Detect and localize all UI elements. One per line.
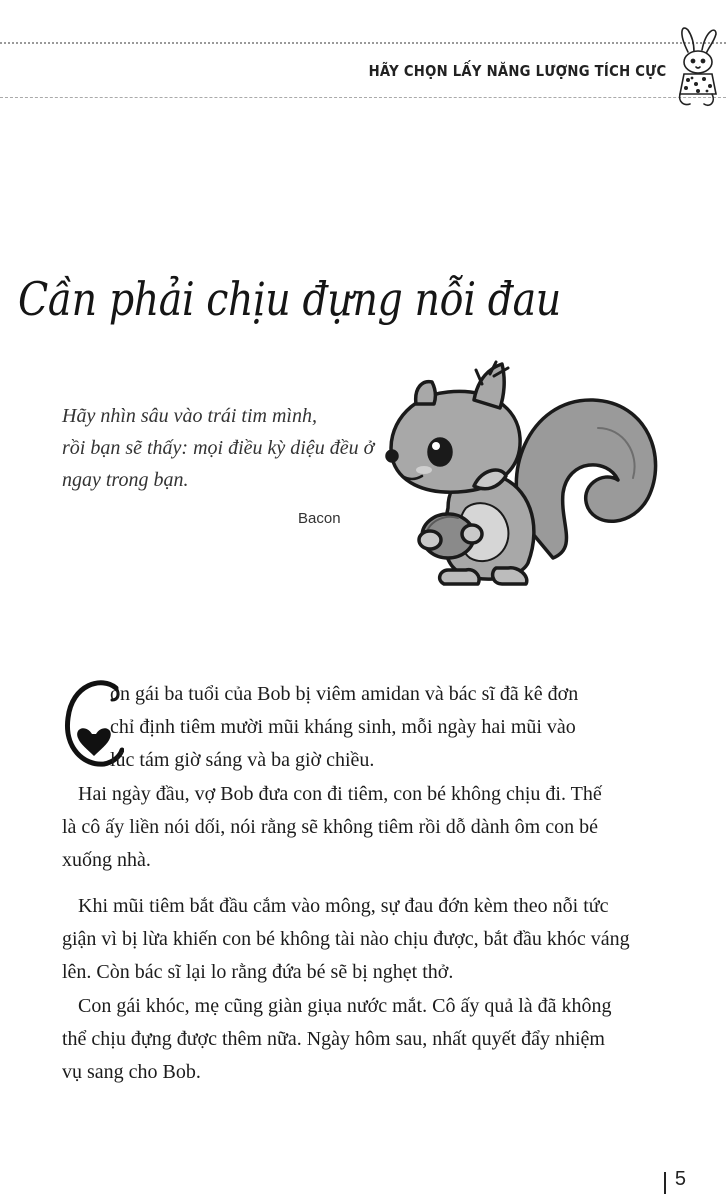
paragraph-2 [62,778,682,877]
quote-line: ngay trong bạn. [62,469,189,491]
text-line: vụ sang cho Bob. [62,1061,201,1083]
bunny-mascot-illustration [668,22,726,112]
text-line: giận vì bị lừa khiến con bé không tài nào chịu được, bắt đầu khóc váng [62,928,630,950]
text-line: Con gái khóc, mẹ cũng giàn giụa nước mắt. Cô ấy quả là đã không [78,995,612,1017]
paragraph-4 [62,990,682,1089]
text-line: chỉ định tiêm mười mũi kháng sinh, mỗi ngày hai mũi vào [110,716,576,738]
paragraph-1 [110,678,690,777]
quote-line: rồi bạn sẽ thấy: mọi điều kỳ diệu đều ở [62,437,375,459]
header-dotted-rule-top [0,42,726,44]
epigraph-quote [62,400,382,496]
text-line: xuống nhà. [62,849,151,871]
text-line: là cô ấy liền nói dối, nói rằng sẽ không tiêm rồi dỗ dành ôm con bé [62,816,598,838]
text-line: thể chịu đựng được thêm nữa. Ngày hôm sau, nhất quyết đẩy nhiệm [62,1028,605,1050]
running-header: HÃY CHỌN LẤY NĂNG LƯỢNG TÍCH CỰC [368,62,666,80]
text-line: on gái ba tuổi của Bob bị viêm amidan và bác sĩ đã kê đơn [110,683,579,705]
text-line: lúc tám giờ sáng và ba giờ chiều. [110,749,375,771]
text-line: Khi mũi tiêm bắt đầu cắm vào mông, sự đau đớn kèm theo nỗi tức [78,895,609,917]
chapter-title: Cần phải chịu đựng nỗi đau [18,272,561,326]
text-line: Hai ngày đầu, vợ Bob đưa con đi tiêm, con bé không chịu đi. Thế [78,783,602,805]
header-dotted-rule-bottom [0,97,726,98]
paragraph-3 [62,890,682,989]
quote-author: Bacon [298,510,341,527]
quote-line: Hãy nhìn sâu vào trái tim mình, [62,405,317,427]
squirrel-illustration [378,358,678,598]
text-line: lên. Còn bác sĩ lại lo rằng đứa bé sẽ bị nghẹt thở. [62,961,454,983]
page-number-divider [664,1172,666,1194]
page-number: 5 [674,1168,686,1190]
